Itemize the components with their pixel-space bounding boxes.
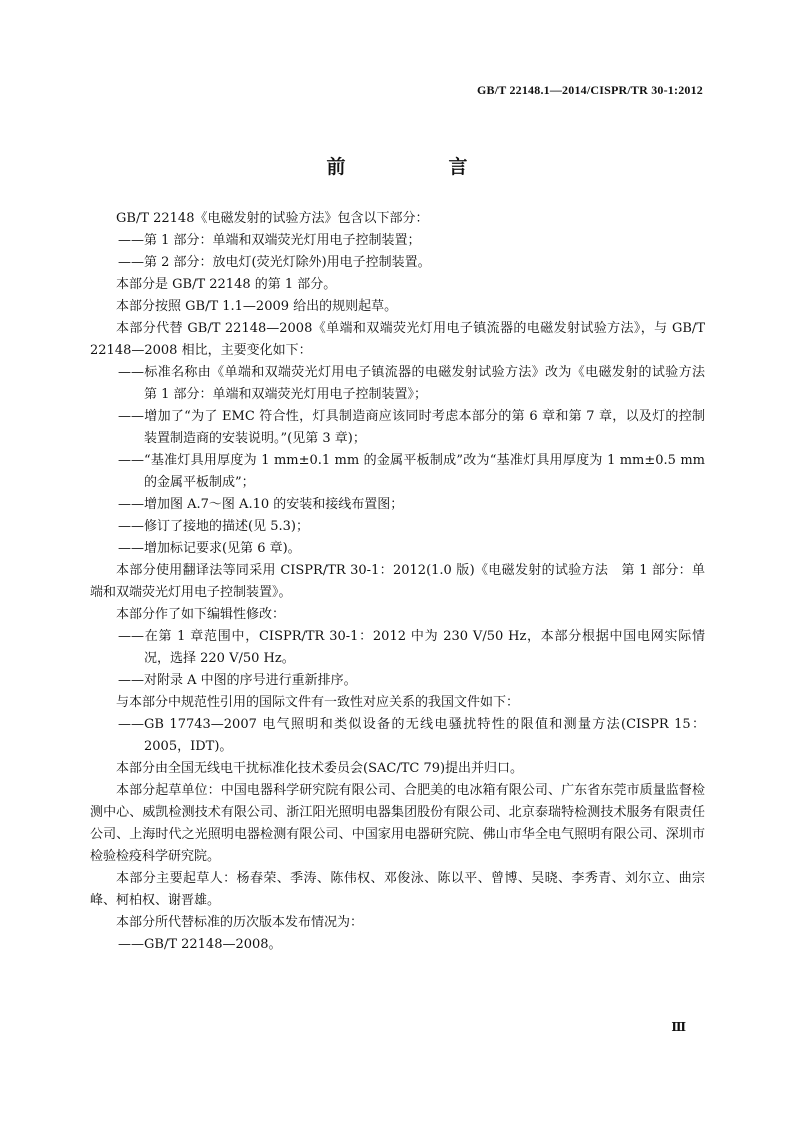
list-item: ——修订了接地的描述(见 5.3)； <box>118 519 309 534</box>
page-title: 前 言 <box>326 156 510 178</box>
paragraph: 本部分所代替标准的历次版本发布情况为： <box>116 915 364 930</box>
paragraph: 与本部分中规范性引用的国际文件有一致性对应关系的我国文件如下： <box>116 695 520 710</box>
paragraph: 本部分使用翻译法等同采用 CISPR/TR 30-1：2012(1.0 版)《电磁发射的试验方法 第 1 部分：单端和双端荧光灯用电子控制装置》。 <box>90 563 705 600</box>
document-body <box>90 208 719 956</box>
paragraph: 本部分由全国无线电干扰标准化技术委员会(SAC/TC 79)提出并归口。 <box>116 761 524 776</box>
list-item: ——对附录 A 中图的序号进行重新排序。 <box>118 673 357 688</box>
list-item: ——增加了“为了 EMC 符合性，灯具制造商应该同时考虑本部分的第 6 章和第 7 章，以及灯的控制装置制造商的安装说明。”(见第 3 章)； <box>118 409 705 446</box>
standard-number-header: GB/T 22148.1—2014/CISPR/TR 30-1:2012 <box>477 83 703 97</box>
list-item: ——“基准灯具用厚度为 1 mm±0.1 mm 的金属平板制成”改为“基准灯具用厚度为 1 mm±0.5 mm 的金属平板制成”； <box>118 453 705 490</box>
paragraph: 本部分代替 GB/T 22148—2008《单端和双端荧光灯用电子镇流器的电磁发射试验方法》，与 GB/T 22148—2008 相比，主要变化如下： <box>90 321 705 358</box>
list-item: ——在第 1 章范围中，CISPR/TR 30-1：2012 中为 230 V/50 Hz，本部分根据中国电网实际情况，选择 220 V/50 Hz。 <box>118 629 705 666</box>
list-item: ——GB/T 22148—2008。 <box>118 937 282 952</box>
list-item: ——第 2 部分：放电灯(荧光灯除外)用电子控制装置。 <box>118 255 431 270</box>
paragraph: GB/T 22148《电磁发射的试验方法》包含以下部分： <box>116 211 429 226</box>
paragraph: 本部分是 GB/T 22148 的第 1 部分。 <box>116 277 337 292</box>
paragraph: 本部分按照 GB/T 1.1—2009 给出的规则起草。 <box>116 299 398 314</box>
list-item: ——增加标记要求(见第 6 章)。 <box>118 541 301 556</box>
list-item: ——标准名称由《单端和双端荧光灯用电子镇流器的电磁发射试验方法》改为《电磁发射的试验方法 第 1 部分：单端和双端荧光灯用电子控制装置》； <box>118 365 719 402</box>
list-item: ——增加图 A.7～图 A.10 的安装和接线布置图； <box>118 497 404 512</box>
paragraph: 本部分主要起草人：杨春荣、季涛、陈伟权、邓俊泳、陈以平、曾博、吴晓、李秀青、刘尔立、曲宗峰、柯柏权、谢晋雄。 <box>90 871 705 908</box>
paragraph: 本部分起草单位：中国电器科学研究院有限公司、合肥美的电冰箱有限公司、广东省东莞市质量监督检测中心、威凯检测技术有限公司、浙江阳光照明电器集团股份有限公司、北京泰瑞特检测技术服务有限责任公司、上海时代之光照明电器检测有限公司、中国家用电器研究院、佛山市华全电气照明有限公司、深圳市检验检疫科学研究院。 <box>90 783 705 864</box>
list-item: ——第 1 部分：单端和双端荧光灯用电子控制装置； <box>118 233 421 248</box>
paragraph: 本部分作了如下编辑性修改： <box>116 607 286 622</box>
page-number: Ⅲ <box>671 1020 686 1034</box>
list-item: ——GB 17743—2007 电气照明和类似设备的无线电骚扰特性的限值和测量方法(CISPR 15：2005，IDT)。 <box>118 717 705 754</box>
